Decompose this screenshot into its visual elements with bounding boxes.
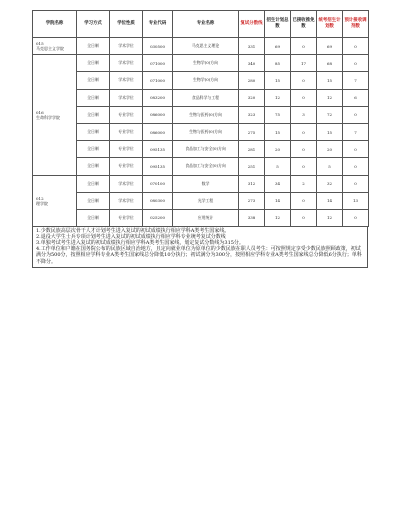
cell-exam-plan: 5 [317, 158, 343, 175]
table-row [33, 123, 369, 140]
cell-degree-type: 学术学位 [110, 175, 143, 192]
cell-major-name: 应用统计 [173, 209, 239, 226]
cell-transfer: 7 [343, 72, 369, 89]
cell-major-name: 生物学(0)方向 [173, 72, 239, 89]
cell-study-mode: 全日制 [77, 141, 110, 158]
header-retest-score: 复试分数线 [239, 11, 265, 38]
cell-exam-plan: 15 [317, 72, 343, 89]
cell-plan-total: 69 [265, 38, 291, 55]
cell-study-mode: 全日制 [77, 209, 110, 226]
cell-recommended: 3 [291, 106, 317, 123]
cell-plan-total: 20 [265, 141, 291, 158]
cell-plan-total: 15 [265, 72, 291, 89]
cell-major-code: 095135 [143, 141, 173, 158]
cell-exam-plan: 72 [317, 106, 343, 123]
cell-transfer: 0 [343, 141, 369, 158]
cell-study-mode: 全日制 [77, 38, 110, 55]
cell-retest-score: 251 [239, 158, 265, 175]
cell-major-name: 马克思主义理论 [173, 38, 239, 55]
cell-degree-type: 学术学位 [110, 89, 143, 106]
cell-retest-score: 340 [239, 55, 265, 72]
cell-study-mode: 全日制 [77, 175, 110, 192]
school-cell-science: 012 理学院 [33, 175, 77, 227]
cell-major-code: 071000 [143, 72, 173, 89]
cell-exam-plan: 68 [317, 55, 343, 72]
cell-study-mode: 全日制 [77, 158, 110, 175]
cell-major-code: 071000 [143, 55, 173, 72]
cell-degree-type: 专业学位 [110, 141, 143, 158]
cell-major-code: 083200 [143, 89, 173, 106]
cell-retest-score: 320 [239, 89, 265, 106]
cell-major-name: 食品加工与安全(0)方向 [173, 158, 239, 175]
cell-major-code: 095135 [143, 158, 173, 175]
header-recommended: 已接收推免数 [291, 11, 317, 38]
cell-retest-score: 273 [239, 192, 265, 209]
cell-plan-total: 12 [265, 89, 291, 106]
cell-major-code: 070100 [143, 175, 173, 192]
cell-degree-type: 学术学位 [110, 72, 143, 89]
cell-degree-type: 专业学位 [110, 123, 143, 140]
cell-recommended: 0 [291, 192, 317, 209]
cell-exam-plan: 12 [317, 89, 343, 106]
cell-transfer: 0 [343, 55, 369, 72]
header-row [33, 11, 369, 38]
school-cell-marx: 015 马克思主义学院 [33, 38, 77, 55]
cell-transfer: 7 [343, 123, 369, 140]
cell-plan-total: 85 [265, 55, 291, 72]
cell-retest-score: 331 [239, 38, 265, 55]
table-row [33, 175, 369, 192]
cell-plan-total: 75 [265, 106, 291, 123]
note-item: 3.单独考试考生进入复试的初试成绩执行相应学科A类考生国家线，划定复试分数线为315分。 [36, 240, 244, 247]
cell-study-mode: 全日制 [77, 192, 110, 209]
cell-recommended: 0 [291, 89, 317, 106]
table-row [33, 141, 369, 158]
cell-retest-score: 338 [239, 209, 265, 226]
cell-major-name: 食品加工与安全(0)方向 [173, 141, 239, 158]
cell-major-code: 030500 [143, 38, 173, 55]
cell-degree-type: 专业学位 [110, 158, 143, 175]
header-plan-total: 招生计划总数 [265, 11, 291, 38]
cell-major-name: 生物与医药(0)方向 [173, 123, 239, 140]
cell-recommended: 2 [291, 175, 317, 192]
cell-transfer: 0 [343, 158, 369, 175]
header-study-mode: 学习方式 [77, 11, 110, 38]
cell-recommended: 0 [291, 141, 317, 158]
cell-retest-score: 280 [239, 72, 265, 89]
table-row [33, 209, 369, 226]
cell-study-mode: 全日制 [77, 123, 110, 140]
cell-recommended: 0 [291, 123, 317, 140]
table-row [33, 106, 369, 123]
cell-plan-total: 5 [265, 158, 291, 175]
cell-retest-score: 312 [239, 175, 265, 192]
cell-recommended: 0 [291, 209, 317, 226]
cell-plan-total: 34 [265, 175, 291, 192]
header-transfer: 预计接收调剂数 [343, 11, 369, 38]
cell-transfer: 13 [343, 192, 369, 209]
header-major-name: 专业名称 [173, 11, 239, 38]
cell-transfer: 0 [343, 38, 369, 55]
cell-transfer: 0 [343, 209, 369, 226]
cell-plan-total: 15 [265, 123, 291, 140]
cell-retest-score: 323 [239, 106, 265, 123]
cell-transfer: 6 [343, 89, 369, 106]
cell-study-mode: 全日制 [77, 106, 110, 123]
cell-plan-total: 12 [265, 209, 291, 226]
cell-major-name: 光学工程 [173, 192, 239, 209]
header-degree-type: 学位性质 [110, 11, 143, 38]
cell-major-code: 025200 [143, 209, 173, 226]
note-item: 1.少数民族高层次骨干人才计划考生进入复试的初试成绩执行相应学科A类考生国家线。 [36, 228, 230, 235]
cell-transfer: 0 [343, 175, 369, 192]
cell-major-name: 数学 [173, 175, 239, 192]
cell-recommended: 0 [291, 72, 317, 89]
table-row [33, 55, 369, 72]
header-school: 学院名称 [33, 11, 77, 38]
cell-study-mode: 全日制 [77, 72, 110, 89]
cell-degree-type: 专业学位 [110, 106, 143, 123]
cell-major-name: 生物学(0)方向 [173, 55, 239, 72]
cell-degree-type: 学术学位 [110, 55, 143, 72]
cell-exam-plan: 14 [317, 192, 343, 209]
table-row [33, 38, 369, 55]
cell-recommended: 17 [291, 55, 317, 72]
school-cell-life: 016 生命科学学院 [33, 55, 77, 175]
header-major-code: 专业代码 [143, 11, 173, 38]
cell-degree-type: 学术学位 [110, 192, 143, 209]
cell-retest-score: 281 [239, 141, 265, 158]
cell-degree-type: 学术学位 [110, 38, 143, 55]
cell-recommended: 0 [291, 38, 317, 55]
cell-major-code: 086000 [143, 106, 173, 123]
table-row [33, 192, 369, 209]
notes-section [32, 227, 368, 268]
cell-plan-total: 14 [265, 192, 291, 209]
cell-transfer: 0 [343, 106, 369, 123]
cell-study-mode: 全日制 [77, 89, 110, 106]
cell-exam-plan: 15 [317, 123, 343, 140]
header-exam-plan: 统考招生计划数 [317, 11, 343, 38]
cell-major-code: 086000 [143, 123, 173, 140]
cell-retest-score: 275 [239, 123, 265, 140]
note-item: 2.退役大学生士兵专项计划考生进入复试的初试成绩执行相应学科专业统考复试分数线 [36, 234, 226, 241]
cell-major-name: 生物与医药(0)方向 [173, 106, 239, 123]
cell-exam-plan: 69 [317, 38, 343, 55]
table-row [33, 72, 369, 89]
cell-study-mode: 全日制 [77, 55, 110, 72]
admission-table [32, 10, 369, 227]
cell-exam-plan: 32 [317, 175, 343, 192]
cell-exam-plan: 12 [317, 209, 343, 226]
note-item: 4.工作单位和户籍在国务院公布的民族区域自治地方，且定向就业单位为原单位的少数民族在职人员考生：可按照规定享受少数民族照顾政策，初试满分为500分，按照相应学科专业A类考生国家线总分降低10分执行；初试满分为300分，按照相应学科专业A类考生国家线总分降低6分执行；单科不降分。 [36, 246, 362, 265]
cell-degree-type: 专业学位 [110, 209, 143, 226]
table-row [33, 89, 369, 106]
cell-major-code: 080300 [143, 192, 173, 209]
cell-recommended: 0 [291, 158, 317, 175]
cell-major-name: 食品科学与工程 [173, 89, 239, 106]
cell-exam-plan: 20 [317, 141, 343, 158]
admission-sheet [32, 10, 368, 268]
table-row [33, 158, 369, 175]
